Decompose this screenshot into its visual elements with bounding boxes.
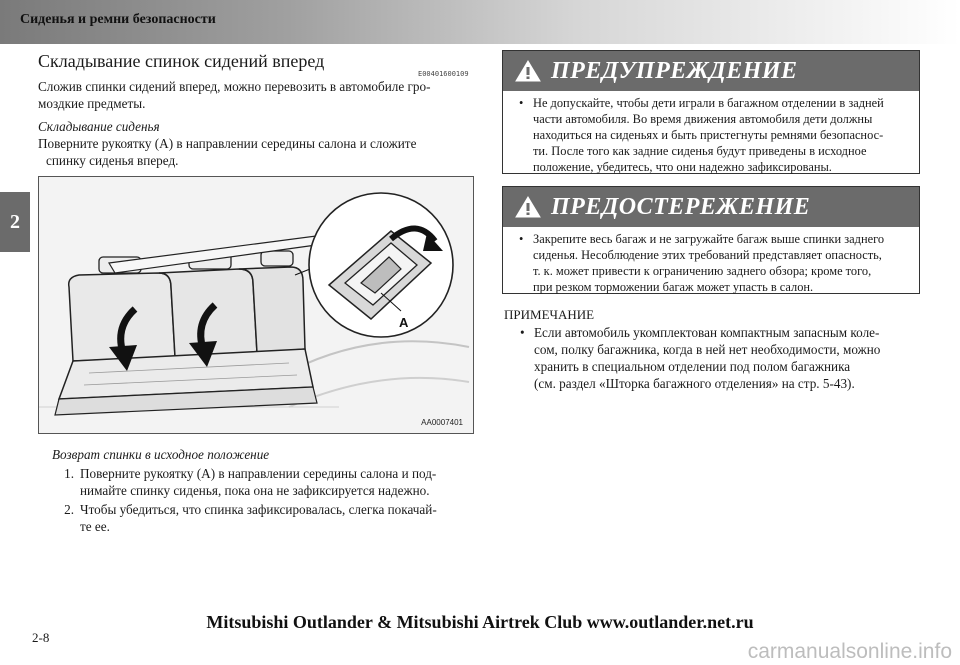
warning-box bbox=[502, 50, 920, 174]
page-header-title: Сиденья и ремни безопасности bbox=[20, 12, 216, 27]
site-watermark: carmanualsonline.info bbox=[747, 640, 952, 663]
note-title: ПРИМЕЧАНИЕ bbox=[504, 307, 595, 322]
step-text: Чтобы убедиться, что спинка зафиксировалась, слегка покачай- те ее. bbox=[80, 502, 437, 534]
note-body bbox=[504, 324, 918, 392]
fold-subheading: Складывание сиденья bbox=[38, 119, 160, 134]
caution-header bbox=[503, 187, 919, 227]
fold-paragraph: Поверните рукоятку (A) в направлении середины салона и сложите спинку сиденья вперед. bbox=[38, 136, 417, 168]
note-text: Если автомобиль укомплектован компактным запасным коле- сом, полку багажника, когда в ней нет необходимости, можно хранить в специальном отделении под полом багажника (см. раздел «Шторка багажного отделения» на стр. 5-43). bbox=[534, 325, 881, 391]
seat-illustration-svg bbox=[39, 177, 473, 433]
lever-label-a: A bbox=[399, 315, 409, 330]
figure-code: AA0007401 bbox=[421, 418, 463, 427]
step-item bbox=[52, 465, 474, 499]
step-item bbox=[52, 501, 474, 535]
warning-triangle-icon bbox=[515, 60, 541, 82]
warning-text: Не допускайте, чтобы дети играли в багажном отделении в задней части автомобиля. Во время движения автомобиля дети должны находиться на сиденьях и быть пристегнуты ремнями безопаснос- ти. После того как задние сиденья будут приведены в исходное положение, убедитесь, что они надежно зафиксированы. bbox=[533, 96, 884, 174]
caution-text: Закрепите весь багаж и не загружайте багаж выше спинки заднего сиденья. Несоблюдение этих требований представляет опасность, т. к. может привести к ограничению заднего обзора; кроме того, при резком торможении багаж может упасть в салон. bbox=[533, 232, 885, 294]
warning-header bbox=[503, 51, 919, 91]
section-code: E00401600109 bbox=[418, 70, 469, 78]
note-bullet: • bbox=[520, 325, 525, 340]
chapter-tab: 2 bbox=[0, 192, 30, 252]
warning-bullet: • bbox=[519, 96, 524, 110]
seat-folding-illustration bbox=[38, 176, 474, 434]
section-title: Складывание спинок сидений вперед bbox=[38, 51, 325, 71]
warning-body bbox=[503, 91, 919, 175]
step-number: 1. bbox=[64, 466, 74, 481]
note-section bbox=[504, 306, 918, 392]
page-number: 2-8 bbox=[32, 630, 50, 645]
warning-title: ПРЕДУПРЕЖДЕНИЕ bbox=[551, 57, 798, 84]
caution-title: ПРЕДОСТЕРЕЖЕНИЕ bbox=[551, 193, 811, 220]
step-number: 2. bbox=[64, 502, 74, 517]
return-subheading: Возврат спинки в исходное положение bbox=[52, 447, 270, 462]
left-column bbox=[38, 50, 474, 169]
caution-bullet: • bbox=[519, 232, 524, 246]
club-footer: Mitsubishi Outlander & Mitsubishi Airtrek Club www.outlander.net.ru bbox=[206, 612, 754, 632]
caution-box bbox=[502, 186, 920, 294]
intro-paragraph: Сложив спинки сидений вперед, можно перевозить в автомобиле гро- моздкие предметы. bbox=[38, 79, 431, 111]
return-section bbox=[52, 446, 474, 535]
lever-zoom-detail bbox=[309, 193, 453, 337]
caution-body bbox=[503, 227, 919, 295]
caution-triangle-icon bbox=[515, 196, 541, 218]
step-text: Поверните рукоятку (A) в направлении середины салона и под- нимайте спинку сиденья, пока она не зафиксируется надежно. bbox=[80, 466, 437, 498]
